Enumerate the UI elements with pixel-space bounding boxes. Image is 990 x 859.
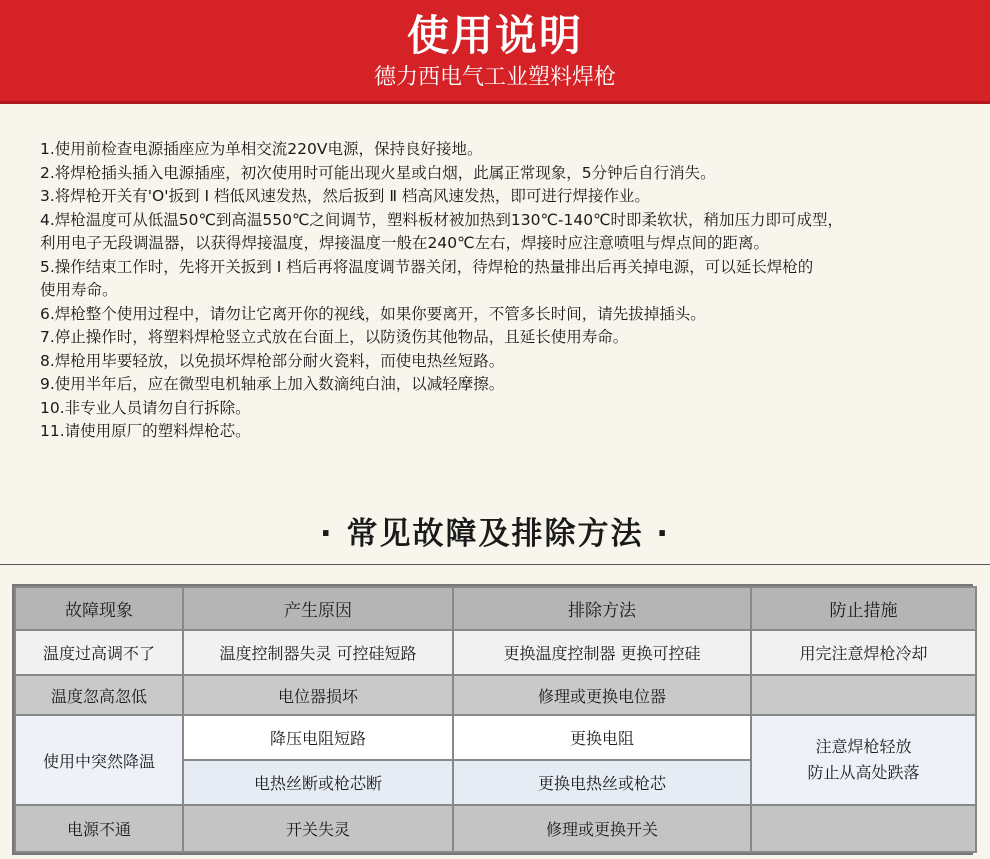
table-row	[15, 675, 976, 716]
title-banner	[0, 0, 990, 104]
instruction-line: 1.使用前检查电源插座应为单相交流220V电源，保持良好接地。	[40, 140, 483, 158]
table-cell: 修理或更换电位器	[453, 675, 751, 716]
table-cell: 温度过高调不了	[15, 630, 183, 675]
table-cell: 更换温度控制器 更换可控硅	[453, 630, 751, 675]
table-cell: 开关失灵	[183, 805, 453, 852]
table-cell: 电热丝断或枪芯断	[183, 760, 453, 805]
instruction-line: 6.焊枪整个使用过程中，请勿让它离开你的视线，如果你要离开，不管多长时间，请先拔掉插头。	[40, 304, 706, 323]
table-cell: 更换电热丝或枪芯	[453, 760, 751, 805]
table-cell: 温度控制器失灵 可控硅短路	[183, 630, 453, 675]
table-row	[15, 630, 976, 675]
instruction-line: 4.焊枪温度可从低温50℃到高温550℃之间调节，塑料板材被加热到130℃-140℃时即柔软状，稍加压力即可成型，	[40, 210, 843, 229]
instruction-line: 11.请使用原厂的塑料焊枪芯。	[40, 422, 251, 440]
column-header: 排除方法	[453, 587, 751, 630]
instruction-line: 9.使用半年后，应在微型电机轴承上加入数滴纯白油，以减轻摩擦。	[40, 375, 505, 393]
prevention-line: 注意焊枪轻放	[815, 737, 912, 757]
instruction-line: 利用电子无段调温器，以获得焊接温度，焊接温度一般在240℃左右，焊接时应注意喷咀与焊点间的距离。	[40, 234, 769, 252]
column-header: 故障现象	[15, 587, 183, 630]
column-header: 产生原因	[183, 587, 453, 630]
table-header-row	[15, 587, 976, 630]
table-cell-prevention	[751, 715, 976, 805]
table-cell: 温度忽高忽低	[15, 675, 183, 716]
page-title: 使用说明	[406, 11, 583, 60]
table-cell: 电位器损坏	[183, 675, 453, 716]
instruction-line: 2.将焊枪插头插入电源插座，初次使用时可能出现火星或白烟，此属正常现象，5分钟后自行消失。	[40, 163, 716, 182]
instruction-line: 8.焊枪用毕要轻放，以免损坏焊枪部分耐火瓷料，而使电热丝短路。	[40, 351, 505, 370]
table-cell	[751, 805, 976, 852]
instruction-line: 3.将焊枪开关有'O'扳到 Ⅰ 档低风速发热，然后扳到 Ⅱ 档高风速发热，即可进行焊接作业。	[40, 187, 650, 205]
table-cell: 用完注意焊枪冷却	[751, 630, 976, 675]
troubleshooting-table	[14, 586, 977, 853]
divider	[0, 564, 990, 565]
column-header: 防止措施	[751, 587, 976, 630]
table-row	[15, 805, 976, 852]
page-subtitle: 德力西电气工业塑料焊枪	[373, 65, 616, 90]
section-title: · 常见故障及排除方法 ·	[319, 516, 671, 552]
table-row	[15, 715, 976, 760]
instruction-line: 7.停止操作时，将塑料焊枪竖立式放在台面上，以防烫伤其他物品，且延长使用寿命。	[40, 328, 629, 346]
prevention-line: 防止从高处跌落	[807, 763, 920, 783]
table-cell: 使用中突然降温	[15, 715, 183, 805]
instruction-line: 使用寿命。	[40, 281, 118, 299]
table-cell: 修理或更换开关	[453, 805, 751, 852]
table-cell: 电源不通	[15, 805, 183, 852]
troubleshooting-table-wrapper	[12, 584, 973, 855]
table-cell: 降压电阻短路	[183, 715, 453, 760]
table-cell: 更换电阻	[453, 715, 751, 760]
table-cell	[751, 675, 976, 716]
instruction-line: 5.操作结束工作时，先将开关扳到 Ⅰ 档后再将温度调节器关闭，待焊枪的热量排出后再关掉电源，可以延长焊枪的	[40, 257, 814, 276]
instruction-line: 10.非专业人员请勿自行拆除。	[40, 398, 251, 417]
instructions-list	[40, 138, 975, 444]
